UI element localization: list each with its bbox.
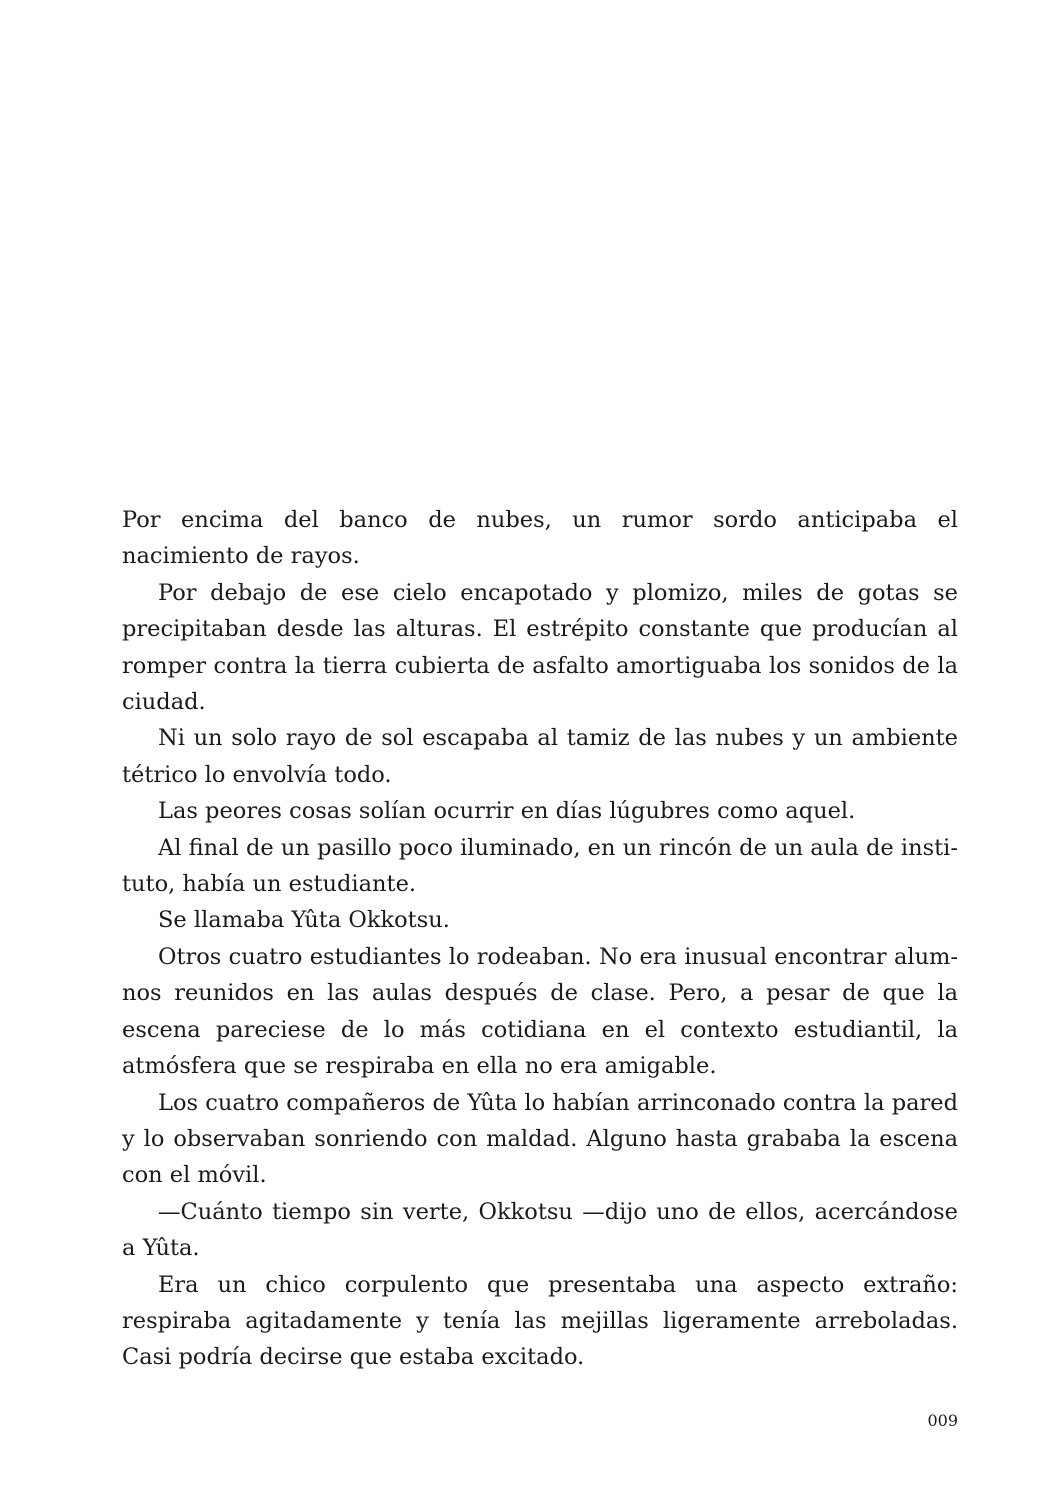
paragraph-9: —Cuánto tiempo sin verte, Okkotsu —dijo uno de ellos, acercándose a Yûta. <box>122 1198 958 1262</box>
paragraph-2: Por debajo de ese cielo encapotado y plomizo, miles de gotas se precipitaban desde las alturas. El estrépito constante que producían al romper contra la tierra cubierta de asfalto amortiguaba los sonidos de la ciudad. <box>122 579 958 716</box>
paragraph-7: Otros cuatro estudiantes lo rodeaban. No era inusual encontrar alumnos reunidos en las aulas después de clase. Pero, a pesar de que la escena pareciese de lo más cotidiana en el contexto estudiantil, la atmósfera que se respiraba en ella no era amigable. <box>122 943 958 1080</box>
paragraph-10: Era un chico corpulento que presentaba una aspecto extraño: respiraba agitadamente y tenía las mejillas ligeramente arreboladas. Casi podría decirse que estaba excitado. <box>122 1271 958 1371</box>
paragraph-3: Ni un solo rayo de sol escapaba al tamiz de las nubes y un ambiente tétrico lo envolvía todo. <box>122 725 958 788</box>
page-number: 009 <box>927 1411 958 1430</box>
body-text <box>122 502 958 1376</box>
paragraph-8: Los cuatro compañeros de Yûta lo habían arrinconado contra la pared y lo observaban sonriendo con maldad. Alguno hasta grababa la escena con el móvil. <box>122 1089 958 1189</box>
paragraph-4: Las peores cosas solían ocurrir en días lúgubres como aquel. <box>158 798 856 825</box>
paragraph-6: Se llamaba Yûta Okkotsu. <box>158 907 450 934</box>
paragraph-1: Por encima del banco de nubes, un rumor sordo anticipaba el nacimiento de rayos. <box>122 507 958 570</box>
paragraph-5: Al final de un pasillo poco iluminado, en un rincón de un aula de instituto, había un estudiante. <box>122 834 958 898</box>
